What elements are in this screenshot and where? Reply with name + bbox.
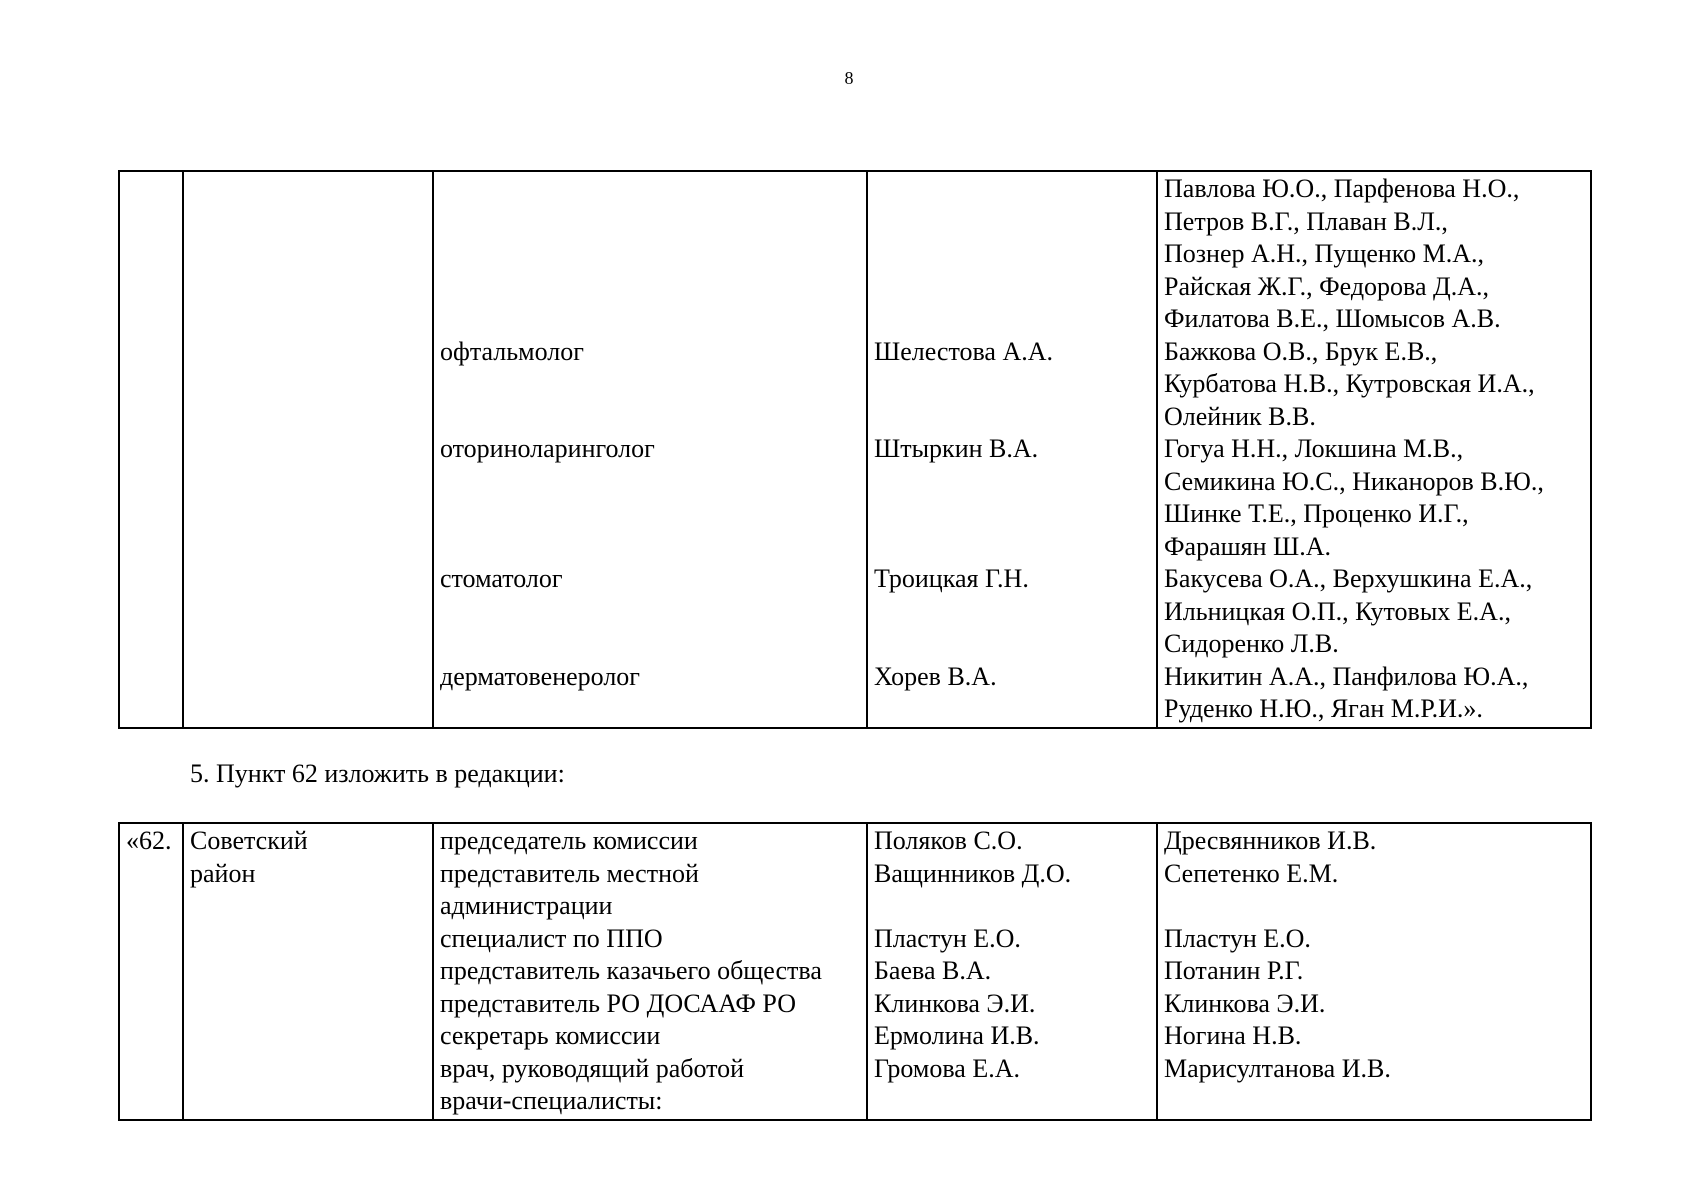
reserve-line: Бакусева О.А., Верхушкина Е.А., bbox=[1164, 564, 1533, 593]
specialty-label: оториноларинголог bbox=[440, 434, 655, 463]
primary-member: Пластун Е.О. bbox=[874, 923, 1021, 953]
reserve-member: Сепетенко Е.М. bbox=[1164, 858, 1339, 888]
reserve-line: Райская Ж.Г., Федорова Д.А., bbox=[1164, 271, 1490, 301]
reserve-line: Шинке Т.Е., Проценко И.Г., bbox=[1164, 499, 1469, 528]
primary-member: Клинкова Э.И. bbox=[874, 988, 1036, 1018]
primary-member: Ермолина И.В. bbox=[874, 1021, 1040, 1050]
reserve-member bbox=[1164, 1085, 1584, 1118]
district-cell bbox=[183, 171, 433, 728]
role-label: врачи-специалисты: bbox=[440, 1086, 663, 1115]
reserve-member: Марисултанова И.В. bbox=[1164, 1053, 1391, 1083]
amendment-paragraph: 5. Пункт 62 изложить в редакции: bbox=[190, 759, 565, 788]
primary-member: Ващинников Д.О. bbox=[874, 858, 1072, 888]
primary-member: Хорев В.А. bbox=[874, 661, 997, 691]
reserve-member: Потанин Р.Г. bbox=[1164, 956, 1304, 985]
commission-table-item-62 bbox=[118, 822, 1592, 1121]
reserve-line: Бажкова О.В., Брук Е.В., bbox=[1164, 336, 1438, 366]
role-label: представитель казачьего общества bbox=[440, 956, 822, 985]
item-number: «62. bbox=[126, 826, 172, 855]
table-row bbox=[119, 171, 1591, 728]
specialty-label: дерматовенеролог bbox=[440, 661, 640, 691]
role-label: администрации bbox=[440, 891, 613, 920]
primary-member: Троицкая Г.Н. bbox=[874, 564, 1029, 593]
reserve-line: Павлова Ю.О., Парфенова Н.О., bbox=[1164, 174, 1520, 203]
reserve-line: Никитин А.А., Панфилова Ю.А., bbox=[1164, 661, 1529, 691]
district-cell bbox=[183, 823, 433, 1120]
role-label: специалист по ППО bbox=[440, 923, 663, 953]
primary-member: Баева В.А. bbox=[874, 956, 992, 985]
reserve-member bbox=[1164, 890, 1584, 923]
reserve-line: Филатова В.Е., Шомысов А.В. bbox=[1164, 304, 1501, 333]
reserve-members-cell bbox=[1157, 171, 1591, 728]
primary-member-cell bbox=[867, 171, 1157, 728]
reserve-line: Петров В.Г., Плаван В.Л., bbox=[1164, 206, 1448, 236]
number-cell bbox=[119, 823, 183, 1120]
reserve-member: Пластун Е.О. bbox=[1164, 923, 1311, 953]
reserve-line: Познер А.Н., Пущенко М.А., bbox=[1164, 239, 1485, 268]
primary-member: Штыркин В.А. bbox=[874, 434, 1039, 463]
reserve-member: Клинкова Э.И. bbox=[1164, 988, 1326, 1018]
role-label: представитель местной bbox=[440, 858, 699, 888]
reserve-member: Дресвянников И.В. bbox=[1164, 826, 1377, 855]
primary-member: Поляков С.О. bbox=[874, 826, 1023, 855]
primary-member bbox=[874, 890, 1150, 923]
reserve-line: Руденко Н.Ю., Яган М.Р.И.». bbox=[1164, 694, 1483, 723]
primary-member: Громова Е.А. bbox=[874, 1053, 1020, 1083]
reserve-line: Фарашян Ш.А. bbox=[1164, 531, 1332, 561]
specialists-table-continuation bbox=[118, 170, 1592, 729]
district-name: Советский bbox=[190, 826, 308, 855]
reserve-line: Гогуа Н.Н., Локшина М.В., bbox=[1164, 434, 1464, 463]
number-cell bbox=[119, 171, 183, 728]
specialty-label: офтальмолог bbox=[440, 336, 584, 366]
role-cell bbox=[433, 823, 867, 1120]
reserve-line: Олейник В.В. bbox=[1164, 401, 1316, 431]
role-label: врач, руководящий работой bbox=[440, 1053, 745, 1083]
role-label: председатель комиссии bbox=[440, 826, 698, 855]
specialty-cell bbox=[433, 171, 867, 728]
reserve-line: Курбатова Н.В., Кутровская И.А., bbox=[1164, 369, 1535, 398]
reserve-member: Ногина Н.В. bbox=[1164, 1021, 1302, 1050]
reserve-line: Ильницкая О.П., Кутовых Е.А., bbox=[1164, 596, 1511, 626]
page-number: 8 bbox=[844, 68, 854, 88]
specialty-label: стоматолог bbox=[440, 564, 563, 593]
reserve-line: Семикина Ю.С., Никаноров В.Ю., bbox=[1164, 466, 1544, 496]
reserve-members-cell bbox=[1157, 823, 1591, 1120]
role-label: представитель РО ДОСААФ РО bbox=[440, 988, 796, 1018]
primary-member bbox=[874, 1085, 1150, 1118]
table-row bbox=[119, 823, 1591, 1120]
role-label: секретарь комиссии bbox=[440, 1021, 661, 1050]
primary-member-cell bbox=[867, 823, 1157, 1120]
district-name: район bbox=[190, 858, 256, 888]
primary-member: Шелестова А.А. bbox=[874, 336, 1054, 366]
reserve-line: Сидоренко Л.В. bbox=[1164, 629, 1339, 658]
